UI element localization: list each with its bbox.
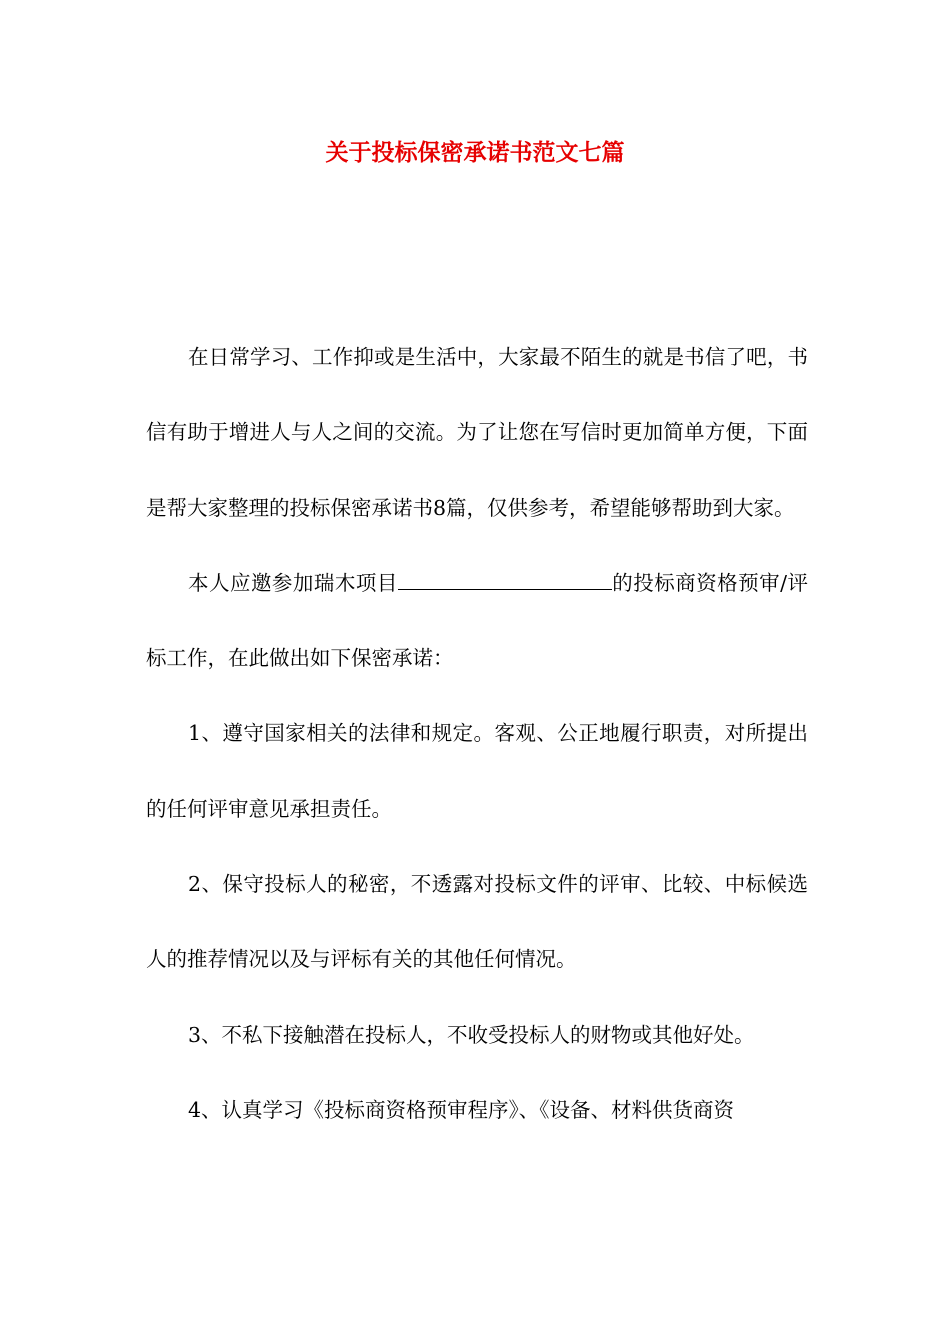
paragraph-item-3: 3、不私下接触潜在投标人，不收受投标人的财物或其他好处。 (188, 1022, 755, 1047)
document-body (146, 320, 808, 1148)
paragraph-invitation (146, 546, 808, 697)
invitation-text-after: 的投标商资格预审/评标工作，在此做出如下保密承诺： (146, 570, 809, 671)
paragraph-intro: 在日常学习、工作抑或是生活中，大家最不陌生的就是书信了吧，书信有助于增进人与人之间的交流。为了让您在写信时更加简单方便，下面是帮大家整理的投标保密承诺书8篇，仅供参考，希望能够帮助到大家。 (146, 345, 808, 520)
paragraph-item-1: 1、遵守国家相关的法律和规定。客观、公正地履行职责，对所提出的任何评审意见承担责任。 (146, 721, 808, 821)
invitation-text-before: 本人应邀参加瑞木项目 (188, 570, 398, 595)
paragraph-item-2: 2、保守投标人的秘密，不透露对投标文件的评审、比较、中标候选人的推荐情况以及与评标有关的其他任何情况。 (146, 872, 808, 972)
project-name-blank (398, 567, 612, 590)
document-title: 关于投标保密承诺书范文七篇 (325, 139, 625, 166)
paragraph-item-4: 4、认真学习《投标商资格预审程序》、《设备、材料供货商资 (188, 1097, 735, 1122)
